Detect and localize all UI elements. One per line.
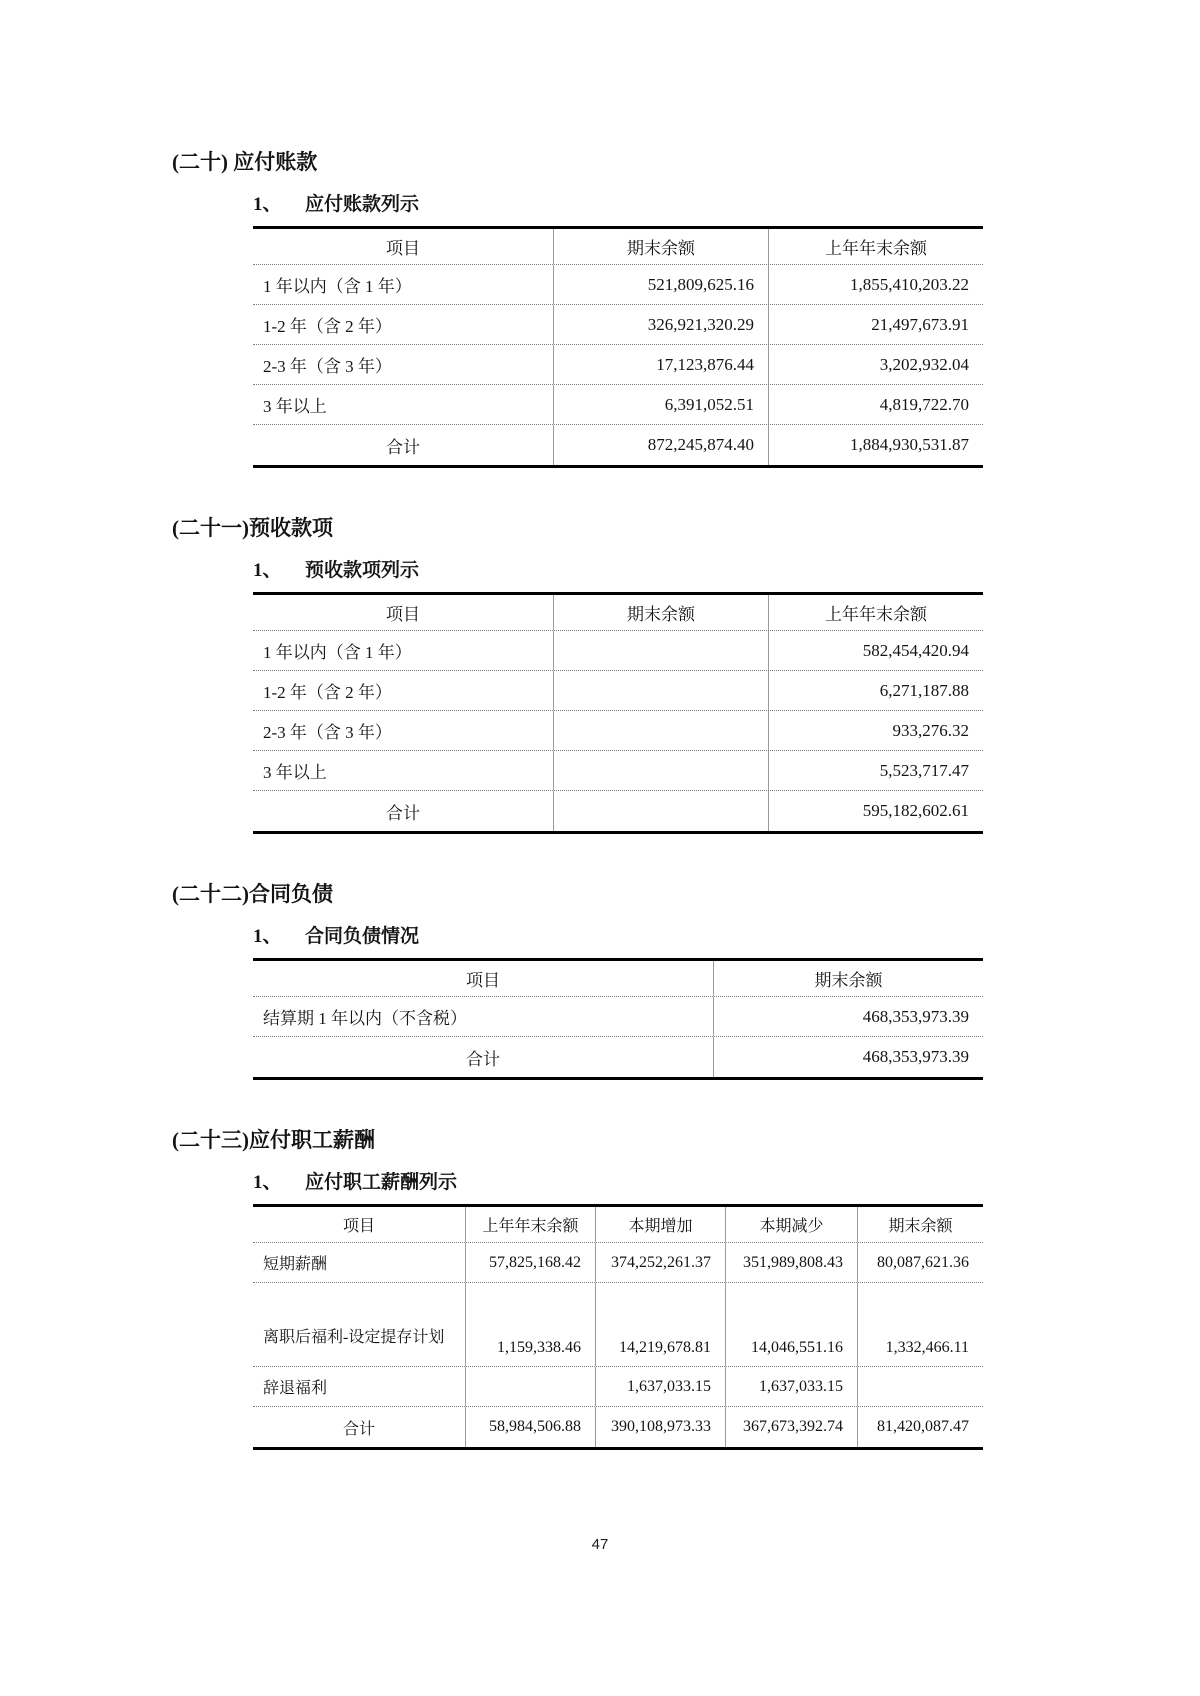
cell-value: 21,497,673.91	[768, 305, 983, 344]
section-accounts-payable	[172, 148, 1200, 468]
column-header: 本期减少	[725, 1207, 857, 1242]
table-header-row	[253, 229, 983, 265]
row-label: 结算期 1 年以内（不含税）	[263, 1009, 467, 1028]
cell-value: 374,252,261.37	[595, 1243, 725, 1282]
cell-value	[553, 711, 768, 750]
table-row	[253, 997, 983, 1037]
section-title: 合同负债	[249, 882, 333, 906]
subsection-number: 1、	[253, 926, 282, 947]
table-header-row	[253, 1207, 983, 1243]
subsection-title: 合同负债情况	[305, 926, 420, 947]
column-header: 项目	[466, 971, 500, 990]
table-row	[253, 305, 983, 345]
row-label: 1-2 年（含 2 年）	[263, 683, 392, 702]
cell-value: 14,219,678.81	[595, 1283, 725, 1366]
cell-value: 80,087,621.36	[857, 1243, 983, 1282]
cell-value	[553, 791, 768, 831]
row-label: 2-3 年（含 3 年）	[263, 357, 392, 376]
cell-value: 6,271,187.88	[768, 671, 983, 710]
table-row	[253, 385, 983, 425]
cell-value	[465, 1367, 595, 1406]
subsection-heading	[253, 924, 1200, 950]
section-title: 应付账款	[233, 150, 318, 174]
cell-value	[553, 751, 768, 790]
cell-value: 81,420,087.47	[857, 1407, 983, 1447]
cell-value	[553, 631, 768, 670]
table-total-row	[253, 425, 983, 465]
row-label: 合计	[342, 1420, 375, 1438]
table-total-row	[253, 1037, 983, 1077]
employee-benefits-table	[253, 1204, 983, 1450]
subsection-heading	[253, 558, 1200, 584]
row-label: 离职后福利-设定提存计划	[263, 1329, 445, 1347]
table-row	[253, 1243, 983, 1283]
cell-value: 1,332,466.11	[857, 1283, 983, 1366]
column-header: 期末余额	[713, 961, 983, 996]
table-row	[253, 265, 983, 305]
cell-value: 17,123,876.44	[553, 345, 768, 384]
row-label: 辞退福利	[263, 1380, 328, 1397]
table-row	[253, 1283, 983, 1367]
page-number: 47	[591, 1536, 609, 1553]
section-employee-benefits-payable	[172, 1126, 1200, 1450]
column-header: 项目	[386, 239, 420, 258]
table-row	[253, 711, 983, 751]
cell-value: 3,202,932.04	[768, 345, 983, 384]
cell-value: 1,884,930,531.87	[768, 425, 983, 465]
cell-value	[553, 671, 768, 710]
subsection-heading	[253, 1170, 1200, 1196]
row-label: 3 年以上	[263, 763, 327, 782]
table-row	[253, 751, 983, 791]
cell-value: 468,353,973.39	[713, 997, 983, 1036]
subsection-title: 应付账款列示	[305, 194, 420, 215]
cell-value	[857, 1367, 983, 1406]
row-label: 1 年以内（含 1 年）	[263, 643, 412, 662]
cell-value: 1,637,033.15	[595, 1367, 725, 1406]
section-heading	[172, 880, 1200, 908]
section-heading	[172, 514, 1200, 542]
section-heading	[172, 1126, 1200, 1154]
row-label: 短期薪酬	[263, 1256, 328, 1273]
cell-value: 468,353,973.39	[713, 1037, 983, 1077]
subsection-number: 1、	[253, 1172, 282, 1193]
cell-value: 351,989,808.43	[725, 1243, 857, 1282]
column-header: 上年年末余额	[768, 229, 983, 264]
table-row	[253, 631, 983, 671]
cell-value: 1,159,338.46	[465, 1283, 595, 1366]
subsection-title: 应付职工薪酬列示	[305, 1172, 458, 1193]
cell-value: 367,673,392.74	[725, 1407, 857, 1447]
cell-value: 14,046,551.16	[725, 1283, 857, 1366]
column-header: 期末余额	[857, 1207, 983, 1242]
cell-value: 390,108,973.33	[595, 1407, 725, 1447]
cell-value: 326,921,320.29	[553, 305, 768, 344]
table-header-row	[253, 595, 983, 631]
cell-value: 933,276.32	[768, 711, 983, 750]
row-label: 合计	[466, 1049, 500, 1069]
section-number: (二十一)	[172, 516, 249, 540]
cell-value: 5,523,717.47	[768, 751, 983, 790]
cell-value: 1,855,410,203.22	[768, 265, 983, 304]
cell-value: 595,182,602.61	[768, 791, 983, 831]
row-label: 合计	[386, 437, 420, 457]
column-header: 期末余额	[553, 229, 768, 264]
section-contract-liabilities	[172, 880, 1200, 1080]
column-header: 本期增加	[595, 1207, 725, 1242]
row-label: 1-2 年（含 2 年）	[263, 317, 392, 336]
cell-value: 6,391,052.51	[553, 385, 768, 424]
section-number: (二十二)	[172, 882, 249, 906]
advances-received-table	[253, 592, 983, 834]
column-header: 期末余额	[553, 595, 768, 630]
table-total-row	[253, 1407, 983, 1447]
table-row	[253, 1367, 983, 1407]
row-label: 合计	[386, 803, 420, 823]
section-title: 预收款项	[249, 516, 333, 540]
table-row	[253, 345, 983, 385]
section-title: 应付职工薪酬	[249, 1128, 375, 1152]
column-header: 上年年末余额	[768, 595, 983, 630]
section-number: (二十)	[172, 150, 234, 174]
cell-value: 57,825,168.42	[465, 1243, 595, 1282]
column-header: 项目	[386, 605, 420, 624]
subsection-heading	[253, 192, 1200, 218]
subsection-number: 1、	[253, 560, 282, 581]
accounts-payable-table	[253, 226, 983, 468]
contract-liabilities-table	[253, 958, 983, 1080]
table-total-row	[253, 791, 983, 831]
section-heading	[172, 148, 1200, 176]
cell-value: 4,819,722.70	[768, 385, 983, 424]
cell-value: 58,984,506.88	[465, 1407, 595, 1447]
column-header: 上年年末余额	[465, 1207, 595, 1242]
cell-value: 872,245,874.40	[553, 425, 768, 465]
row-label: 3 年以上	[263, 397, 327, 416]
cell-value: 521,809,625.16	[553, 265, 768, 304]
table-row	[253, 671, 983, 711]
section-advances-received	[172, 514, 1200, 834]
subsection-number: 1、	[253, 194, 282, 215]
column-header: 项目	[342, 1218, 375, 1235]
subsection-title: 预收款项列示	[305, 560, 420, 581]
row-label: 2-3 年（含 3 年）	[263, 723, 392, 742]
cell-value: 1,637,033.15	[725, 1367, 857, 1406]
cell-value: 582,454,420.94	[768, 631, 983, 670]
row-label: 1 年以内（含 1 年）	[263, 277, 412, 296]
table-header-row	[253, 961, 983, 997]
section-number: (二十三)	[172, 1128, 249, 1152]
